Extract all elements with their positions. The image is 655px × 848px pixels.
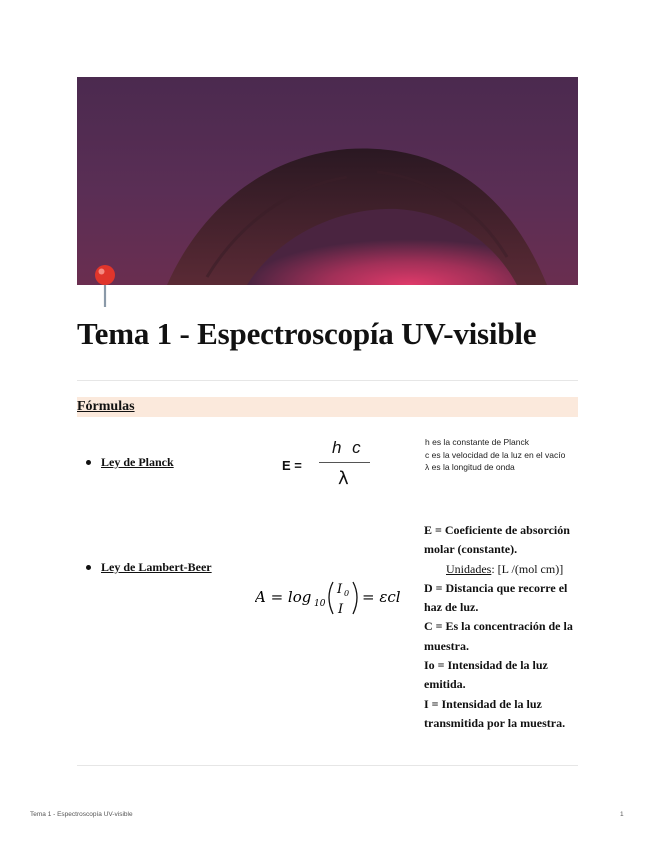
planck-note-c: c es la velocidad de la luz en el vacío (425, 449, 566, 460)
lb-note-units (424, 560, 584, 579)
lb-subscript: 10 (314, 599, 326, 609)
bullet-dot (86, 565, 91, 570)
lb-rhs: = εcl (362, 588, 401, 606)
fraction-bar (319, 462, 370, 463)
planck-formula (282, 436, 382, 496)
lb-lhs: A = log (255, 588, 312, 606)
divider-top (77, 380, 578, 381)
right-paren (353, 582, 357, 614)
lambert-beer-formula (255, 574, 405, 620)
footer-page-number: 1 (620, 811, 624, 818)
units-label: Unidades (446, 561, 492, 576)
lb-frac-top-sub: 0 (344, 589, 350, 598)
lb-note-io: Io = Intensidad de la luz emitida. (424, 658, 548, 692)
section-highlight (77, 397, 578, 417)
lb-note-epsilon: Ε = Coeficiente de absorción molar (constante). (424, 523, 570, 557)
pushpin-icon (92, 264, 118, 308)
planck-note-lambda: λ es la longitud de onda (425, 462, 515, 472)
lb-note-c: C = Es la concentración de la muestra. (424, 619, 573, 653)
lb-note-i: I = Intensidad de la luz transmitida por la muestra. (424, 696, 566, 730)
planck-label: Ley de Planck (101, 455, 174, 469)
bullet-dot (86, 460, 91, 465)
page-title: Tema 1 - Espectroscopía UV-visible (77, 316, 537, 351)
planck-lhs: E = (282, 458, 302, 473)
section-heading-formulas: Fórmulas (77, 399, 135, 414)
planck-notes (425, 436, 565, 474)
lambert-beer-label: Ley de Lambert-Beer (101, 560, 212, 574)
divider-bottom (77, 765, 578, 766)
footer-title: Tema 1 - Espectroscopía UV-visible (30, 811, 133, 818)
lb-frac-bottom: I (338, 602, 344, 617)
lb-frac-top: I (337, 582, 343, 597)
cover-image (77, 77, 578, 285)
units-value: : [L /(mol cm)] (491, 561, 564, 576)
planck-note-h: h es la constante de Planck (425, 437, 529, 447)
planck-denominator: λ (338, 468, 349, 489)
left-paren (329, 582, 333, 614)
planck-numerator: h c (332, 438, 364, 457)
lb-note-d: D = Distancia que recorre el haz de luz. (424, 580, 568, 615)
lambert-beer-notes (424, 521, 584, 733)
